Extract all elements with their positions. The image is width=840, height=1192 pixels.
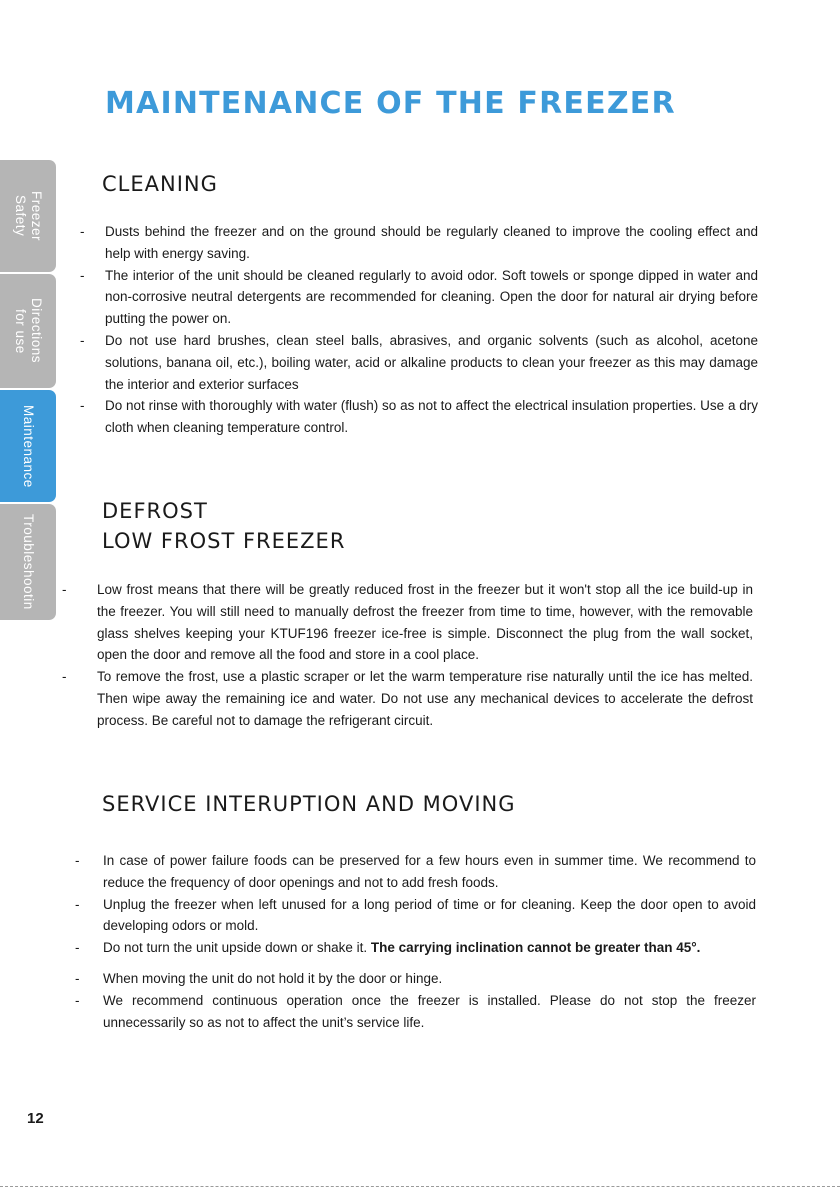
- list-item-text: Do not turn the unit upside down or shake it.: [103, 940, 371, 956]
- list-item: [80, 221, 758, 265]
- defrost-list: [62, 579, 753, 732]
- list-item: [80, 330, 758, 395]
- cleaning-heading: CLEANING: [102, 172, 218, 196]
- list-item: [62, 666, 753, 731]
- side-tab-directions-for-use[interactable]: [0, 274, 56, 388]
- bullet-dash: -: [62, 582, 67, 597]
- list-item: [75, 937, 756, 959]
- cleaning-list: [80, 221, 758, 439]
- list-item-text: To remove the frost, use a plastic scraper or let the warm temperature rise naturally until the ice has melted. Then wipe away the remaining ice and water. Do not use any mechanical devices to accelerate the defrost process. Be careful not to damage the refrigerant circuit.: [97, 669, 753, 728]
- page-title: MAINTENANCE OF THE FREEZER: [105, 86, 676, 121]
- side-tab-label: Freezer Safety: [13, 190, 44, 241]
- side-tab-freezer-safety[interactable]: [0, 160, 56, 272]
- list-item: [80, 265, 758, 330]
- list-item: [75, 850, 756, 894]
- list-item: [75, 968, 756, 990]
- list-item-text: We recommend continuous operation once the freezer is installed. Please do not stop the freezer unnecessarily so as not to affect the unit’s service life.: [103, 992, 756, 1030]
- list-item-text: Do not rinse with thoroughly with water (flush) so as not to affect the electrical insulation properties. Use a dry cloth when cleaning temperature control.: [105, 398, 758, 436]
- side-tab-label: Troubleshootin: [21, 514, 36, 610]
- list-item-text: When moving the unit do not hold it by the door or hinge.: [103, 970, 443, 986]
- list-item: [75, 894, 756, 938]
- list-item: [62, 579, 753, 666]
- list-item-text: Do not use hard brushes, clean steel balls, abrasives, and organic solvents (such as alcohol, acetone solutions, banana oil, etc.), boiling water, acid or alkaline products to clean your freezer as this may damage the interior and exterior surfaces: [105, 332, 758, 392]
- low-frost-heading: LOW FROST FREEZER: [102, 529, 346, 553]
- footer-divider: [0, 1186, 840, 1187]
- list-item: [80, 395, 758, 439]
- bullet-dash: -: [75, 992, 80, 1008]
- service-list: [75, 850, 756, 1033]
- bullet-dash: -: [75, 940, 80, 956]
- list-item-text: In case of power failure foods can be preserved for a few hours even in summer time. We recommend to reduce the frequency of door openings and not to add fresh foods.: [103, 853, 756, 890]
- page-number: 12: [27, 1110, 44, 1127]
- bullet-dash: -: [62, 669, 67, 685]
- list-item-text: Unplug the freezer when left unused for a long period of time or for cleaning. Keep the door open to avoid developing odors or mold.: [103, 896, 756, 934]
- bullet-dash: -: [80, 332, 85, 348]
- side-tab-troubleshooting[interactable]: [0, 504, 56, 620]
- bullet-dash: -: [80, 224, 85, 239]
- list-item-text: Dusts behind the freezer and on the ground should be regularly cleaned to improve the cooling effect and help with energy saving.: [105, 224, 758, 261]
- bullet-dash: -: [80, 398, 85, 414]
- defrost-heading: DEFROST: [102, 499, 208, 523]
- bullet-dash: -: [75, 970, 80, 986]
- list-item-text: The interior of the unit should be cleaned regularly to avoid odor. Soft towels or sponge dipped in water and non-corrosive neutral detergents are recommended for cleaning. Open the door for natural air drying before putting the power on.: [105, 267, 758, 327]
- bullet-dash: -: [75, 896, 80, 912]
- side-tab-label: Maintenance: [21, 404, 36, 488]
- side-tab-maintenance[interactable]: [0, 390, 56, 502]
- side-tab-label: Directions for use: [13, 298, 44, 364]
- list-item-text: Low frost means that there will be greatly reduced frost in the freezer but it won't stop all the ice build-up in the freezer. You will still need to manually defrost the freezer from time to time, however, with the removable glass shelves keeping your KTUF196 freezer ice-free is simple. Disconnect the plug from the wall socket, open the door and remove all the food and store in a cool place.: [97, 582, 753, 663]
- bullet-dash: -: [80, 267, 85, 283]
- list-item-bold-text: The carrying inclination cannot be greater than 45°.: [370, 940, 701, 956]
- list-item: [75, 990, 756, 1034]
- service-heading: SERVICE INTERUPTION AND MOVING: [102, 792, 516, 816]
- bullet-dash: -: [75, 853, 80, 868]
